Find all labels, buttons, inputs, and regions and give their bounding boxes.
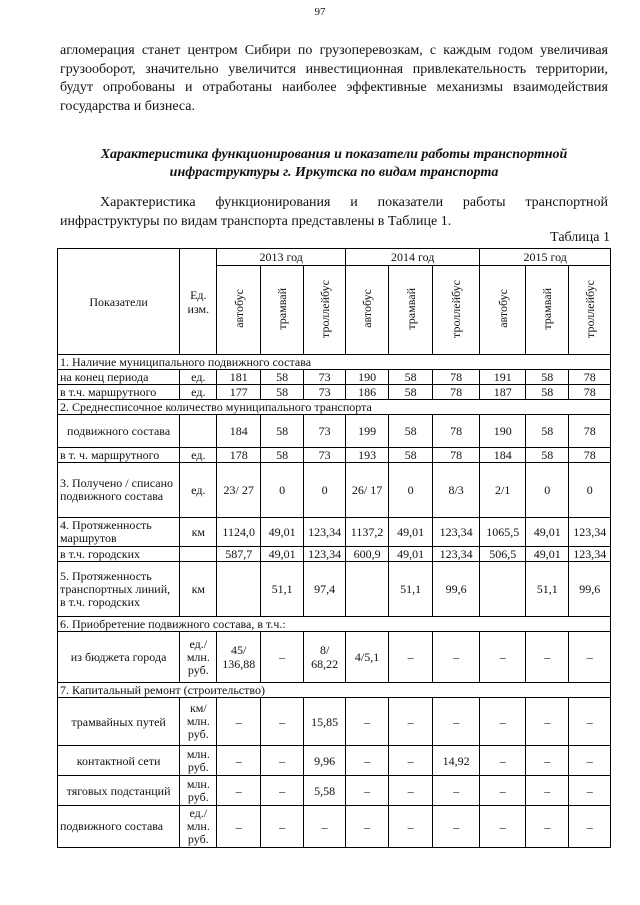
table-cell: – bbox=[260, 806, 303, 848]
table-cell: 8/ 68,22 bbox=[304, 632, 345, 683]
header-mode: троллейбус bbox=[304, 266, 345, 355]
header-mode: троллейбус bbox=[569, 266, 611, 355]
table-cell: 8/3 bbox=[432, 463, 480, 518]
table-cell: – bbox=[260, 698, 303, 746]
table-cell: 191 bbox=[480, 370, 526, 385]
table-cell: 193 bbox=[345, 448, 388, 463]
table-cell: 49,01 bbox=[260, 518, 303, 547]
table-cell: 73 bbox=[304, 448, 345, 463]
table-row bbox=[58, 746, 611, 776]
header-mode: троллейбус bbox=[432, 266, 480, 355]
table-cell: – bbox=[569, 746, 611, 776]
row-unit: км/ млн. руб. bbox=[180, 698, 217, 746]
table-cell: – bbox=[217, 806, 260, 848]
table-cell: 14,92 bbox=[432, 746, 480, 776]
header-mode: трамвай bbox=[526, 266, 569, 355]
table-cell: 58 bbox=[260, 415, 303, 448]
table-cell: 177 bbox=[217, 385, 260, 400]
table-cell: – bbox=[389, 776, 432, 806]
table-cell: 58 bbox=[260, 448, 303, 463]
table-cell: 58 bbox=[389, 415, 432, 448]
table-cell: 78 bbox=[569, 370, 611, 385]
table-cell: 51,1 bbox=[526, 562, 569, 617]
table-cell: 58 bbox=[389, 448, 432, 463]
header-year: 2015 год bbox=[480, 249, 611, 266]
row-label: контактной сети bbox=[58, 746, 180, 776]
table-cell: – bbox=[526, 746, 569, 776]
table-cell: 58 bbox=[260, 370, 303, 385]
table-cell: – bbox=[480, 776, 526, 806]
table-cell: 190 bbox=[345, 370, 388, 385]
table-cell: 123,34 bbox=[432, 547, 480, 562]
table-cell: – bbox=[432, 776, 480, 806]
table-cell: – bbox=[480, 632, 526, 683]
table-cell: 1137,2 bbox=[345, 518, 388, 547]
table-cell: 58 bbox=[260, 385, 303, 400]
table-cell: – bbox=[345, 776, 388, 806]
table-cell: 58 bbox=[526, 385, 569, 400]
table-cell: 123,34 bbox=[432, 518, 480, 547]
table-cell: 123,34 bbox=[304, 547, 345, 562]
table-cell: – bbox=[569, 806, 611, 848]
table-cell: – bbox=[432, 698, 480, 746]
table-cell: – bbox=[526, 698, 569, 746]
table-cell: – bbox=[217, 698, 260, 746]
table-row bbox=[58, 463, 611, 518]
table-cell: 9,96 bbox=[304, 746, 345, 776]
table-row bbox=[58, 370, 611, 385]
table-row bbox=[58, 385, 611, 400]
table-cell: – bbox=[260, 776, 303, 806]
table-cell: – bbox=[526, 806, 569, 848]
page-number: 97 bbox=[314, 6, 326, 18]
section-header: 2. Среднесписочное количество муниципального транспорта bbox=[58, 400, 611, 415]
table-cell: – bbox=[217, 746, 260, 776]
table-cell: 587,7 bbox=[217, 547, 260, 562]
table-cell: 73 bbox=[304, 385, 345, 400]
row-label: в т. ч. маршрутного bbox=[58, 448, 180, 463]
table-cell: 58 bbox=[389, 370, 432, 385]
table-cell: – bbox=[432, 632, 480, 683]
table-cell: 0 bbox=[526, 463, 569, 518]
table-cell: – bbox=[480, 698, 526, 746]
row-unit bbox=[180, 415, 217, 448]
header-mode: трамвай bbox=[260, 266, 303, 355]
table-cell: 2/1 bbox=[480, 463, 526, 518]
table-cell: – bbox=[389, 806, 432, 848]
table-cell: 187 bbox=[480, 385, 526, 400]
section-header: 6. Приобретение подвижного состава, в т.ч.: bbox=[58, 617, 611, 632]
table-row bbox=[58, 547, 611, 562]
table-cell: 49,01 bbox=[389, 547, 432, 562]
table-cell: 78 bbox=[569, 385, 611, 400]
table-cell: – bbox=[526, 632, 569, 683]
header-year: 2014 год bbox=[345, 249, 480, 266]
row-label: 4. Протяженность маршрутов bbox=[58, 518, 180, 547]
table-cell: 78 bbox=[432, 385, 480, 400]
intro-paragraph: агломерация станет центром Сибири по грузоперевозкам, с каждым годом увеличивая грузооборот, значительно увеличится инвестиционная привлекательность территории, будут опробованы и отработаны наиболее эффективные механизмы взаимодействия государства и бизнеса. bbox=[60, 43, 608, 114]
row-unit: ед. bbox=[180, 370, 217, 385]
header-unit: Ед. изм. bbox=[180, 249, 217, 355]
table-cell: – bbox=[389, 698, 432, 746]
row-unit bbox=[180, 547, 217, 562]
table-cell: 26/ 17 bbox=[345, 463, 388, 518]
header-mode: трамвай bbox=[389, 266, 432, 355]
row-label: тяговых подстанций bbox=[58, 776, 180, 806]
table-cell: 184 bbox=[480, 448, 526, 463]
header-mode: автобус bbox=[345, 266, 388, 355]
header-indicator: Показатели bbox=[58, 249, 180, 355]
table-cell: 58 bbox=[526, 415, 569, 448]
table-cell: 78 bbox=[569, 415, 611, 448]
table-cell: – bbox=[260, 632, 303, 683]
table-cell: 123,34 bbox=[569, 518, 611, 547]
table-cell: 23/ 27 bbox=[217, 463, 260, 518]
row-label: 5. Протяженность транспортных линий, в т.ч. городских bbox=[58, 562, 180, 617]
row-label: в т.ч. городских bbox=[58, 547, 180, 562]
table-cell: 78 bbox=[432, 370, 480, 385]
table-cell: 99,6 bbox=[569, 562, 611, 617]
table-cell: 58 bbox=[389, 385, 432, 400]
row-unit: ед./ млн. руб. bbox=[180, 806, 217, 848]
table-cell: 73 bbox=[304, 415, 345, 448]
table-row bbox=[58, 448, 611, 463]
row-unit: ед./ млн. руб. bbox=[180, 632, 217, 683]
table-cell: 1065,5 bbox=[480, 518, 526, 547]
table-cell: 600,9 bbox=[345, 547, 388, 562]
table-cell: 58 bbox=[526, 448, 569, 463]
table-cell bbox=[217, 562, 260, 617]
row-label: из бюджета города bbox=[58, 632, 180, 683]
table-cell: – bbox=[217, 776, 260, 806]
table-cell: 49,01 bbox=[389, 518, 432, 547]
section-header: 1. Наличие муниципального подвижного состава bbox=[58, 355, 611, 370]
table-cell: – bbox=[569, 698, 611, 746]
table-cell: 0 bbox=[389, 463, 432, 518]
row-label: трамвайных путей bbox=[58, 698, 180, 746]
table-cell: – bbox=[345, 746, 388, 776]
table-cell: 97,4 bbox=[304, 562, 345, 617]
row-label: подвижного состава bbox=[58, 415, 180, 448]
row-unit: ед. bbox=[180, 385, 217, 400]
header-mode: автобус bbox=[480, 266, 526, 355]
table-cell: 0 bbox=[260, 463, 303, 518]
row-unit: км bbox=[180, 518, 217, 547]
row-unit: ед. bbox=[180, 463, 217, 518]
table-cell: – bbox=[569, 776, 611, 806]
table-cell: 49,01 bbox=[526, 518, 569, 547]
table-cell: – bbox=[480, 806, 526, 848]
table-cell: 190 bbox=[480, 415, 526, 448]
table-cell: 45/ 136,88 bbox=[217, 632, 260, 683]
table-cell: 99,6 bbox=[432, 562, 480, 617]
table-cell: 0 bbox=[304, 463, 345, 518]
row-unit: км bbox=[180, 562, 217, 617]
table-cell: 4/5,1 bbox=[345, 632, 388, 683]
table-cell: 186 bbox=[345, 385, 388, 400]
table-cell: 178 bbox=[217, 448, 260, 463]
transport-table bbox=[57, 248, 611, 848]
table-row bbox=[58, 562, 611, 617]
table-cell: 73 bbox=[304, 370, 345, 385]
table-cell: – bbox=[432, 806, 480, 848]
table-cell: – bbox=[569, 632, 611, 683]
table-cell: – bbox=[526, 776, 569, 806]
table-cell: – bbox=[304, 806, 345, 848]
row-unit: млн. руб. bbox=[180, 776, 217, 806]
table-row bbox=[58, 518, 611, 547]
table-cell: 181 bbox=[217, 370, 260, 385]
table-cell: – bbox=[480, 746, 526, 776]
table-cell: 0 bbox=[569, 463, 611, 518]
table-cell: – bbox=[389, 746, 432, 776]
table-cell: 199 bbox=[345, 415, 388, 448]
table-cell: 51,1 bbox=[260, 562, 303, 617]
row-label: подвижного состава bbox=[58, 806, 180, 848]
table-cell: 78 bbox=[432, 448, 480, 463]
row-unit: ед. bbox=[180, 448, 217, 463]
table-cell: 5,58 bbox=[304, 776, 345, 806]
table-cell: 123,34 bbox=[569, 547, 611, 562]
table-cell: 78 bbox=[569, 448, 611, 463]
table-cell: 1124,0 bbox=[217, 518, 260, 547]
body-paragraph: Характеристика функционирования и показатели работы транспортной инфраструктуры по видам транспорта представлены в Таблице 1. bbox=[60, 195, 608, 229]
table-row bbox=[58, 632, 611, 683]
row-label: в т.ч. маршрутного bbox=[58, 385, 180, 400]
table-cell bbox=[345, 562, 388, 617]
table-cell: – bbox=[389, 632, 432, 683]
table-cell: 184 bbox=[217, 415, 260, 448]
table-cell bbox=[480, 562, 526, 617]
table-cell: 49,01 bbox=[260, 547, 303, 562]
section-header: 7. Капитальный ремонт (строительство) bbox=[58, 683, 611, 698]
header-year: 2013 год bbox=[217, 249, 345, 266]
row-label: 3. Получено / списано подвижного состава bbox=[58, 463, 180, 518]
table-row bbox=[58, 776, 611, 806]
row-unit: млн. руб. bbox=[180, 746, 217, 776]
table-cell: – bbox=[260, 746, 303, 776]
table-cell: 123,34 bbox=[304, 518, 345, 547]
row-label: на конец периода bbox=[58, 370, 180, 385]
table-cell: 58 bbox=[526, 370, 569, 385]
table-cell: – bbox=[345, 698, 388, 746]
table-cell: 15,85 bbox=[304, 698, 345, 746]
table-row bbox=[58, 698, 611, 746]
table-cell: – bbox=[345, 806, 388, 848]
table-cell: 51,1 bbox=[389, 562, 432, 617]
section-heading: Характеристика функционирования и показатели работы транспортной инфраструктуры г. Иркутска по видам транспорта bbox=[100, 147, 568, 180]
table-cell: 49,01 bbox=[526, 547, 569, 562]
table-cell: 78 bbox=[432, 415, 480, 448]
header-mode: автобус bbox=[217, 266, 260, 355]
table-cell: 506,5 bbox=[480, 547, 526, 562]
table-label: Таблица 1 bbox=[550, 230, 610, 245]
table-row bbox=[58, 415, 611, 448]
table-row bbox=[58, 806, 611, 848]
